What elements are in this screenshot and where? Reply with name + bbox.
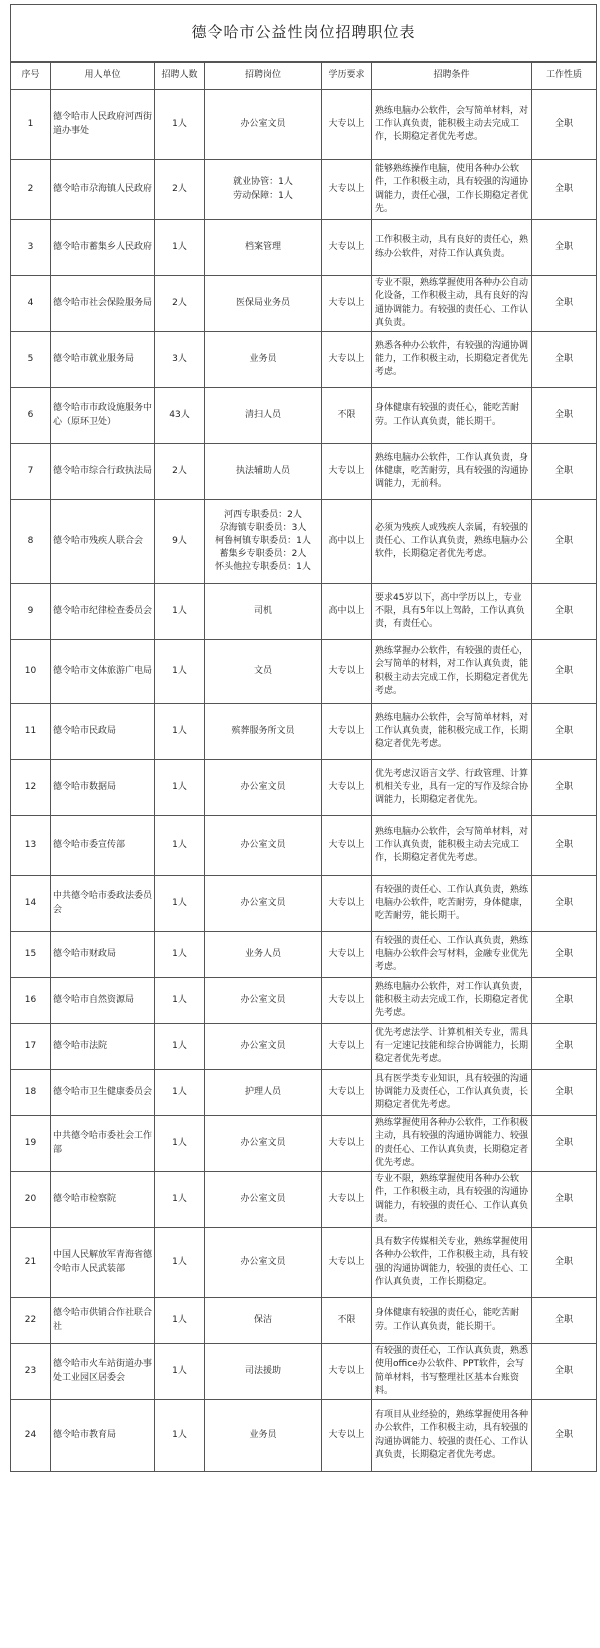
post-item: 护理人员 (244, 1086, 281, 1097)
posts-cell (205, 276, 322, 332)
post-item: 殡葬服务所文员 (231, 725, 295, 736)
post-item: 执法辅助人员 (235, 465, 290, 476)
education-cell: 大专以上 (322, 1344, 372, 1400)
post-item: 文员 (253, 665, 272, 676)
employer-cell: 德令哈市供销合作社联合社 (51, 1298, 155, 1344)
table-row (11, 584, 597, 640)
conditions-cell: 具有数字传媒相关专业，熟练掌握使用各种办公软件，工作积极主动，具有较强的沟通协调能力，较强的责任心、工作认真负责，工作长期稳定。 (372, 1228, 532, 1298)
headcount-cell: 1人 (155, 584, 205, 640)
employer-cell: 德令哈市财政局 (51, 932, 155, 978)
job-nature-cell: 全职 (532, 388, 597, 444)
posts-cell (205, 932, 322, 978)
post-item: 办公室文员 (240, 1040, 286, 1051)
job-nature-cell: 全职 (532, 332, 597, 388)
row-number: 14 (11, 876, 51, 932)
education-cell: 大专以上 (322, 1400, 372, 1472)
row-number: 15 (11, 932, 51, 978)
posts-cell (205, 1228, 322, 1298)
post-item: 业务人员 (244, 948, 281, 959)
conditions-cell: 专业不限，熟练掌握使用各种办公软件，工作积极主动，具有较强的沟通协调能力，有较强的责任心、工作认真负责。 (372, 1172, 532, 1228)
row-number: 23 (11, 1344, 51, 1400)
conditions-cell: 能够熟练操作电脑，使用各种办公软件，工作积极主动，具有较强的沟通协调能力，责任心强，工作长期稳定者优先。 (372, 160, 532, 220)
row-number: 18 (11, 1070, 51, 1116)
education-cell: 大专以上 (322, 1228, 372, 1298)
table-row (11, 160, 597, 220)
document-page (10, 4, 596, 1472)
post-item: 办公室文员 (240, 118, 286, 129)
row-number: 2 (11, 160, 51, 220)
post-item: 业务员 (249, 1429, 277, 1440)
table-row (11, 1228, 597, 1298)
table-row (11, 90, 597, 160)
education-cell: 大专以上 (322, 1024, 372, 1070)
table-row (11, 388, 597, 444)
headcount-cell: 1人 (155, 816, 205, 876)
posts-cell (205, 1116, 322, 1172)
employer-cell: 德令哈市尕海镇人民政府 (51, 160, 155, 220)
job-nature-cell: 全职 (532, 978, 597, 1024)
headcount-cell: 2人 (155, 160, 205, 220)
conditions-cell: 有较强的责任心、工作认真负责，熟练电脑办公软件，吃苦耐劳，身体健康，吃苦耐劳，能长期干。 (372, 876, 532, 932)
employer-cell: 中共德令哈市委政法委员会 (51, 876, 155, 932)
post-item: 办公室文员 (240, 1137, 286, 1148)
education-cell: 大专以上 (322, 90, 372, 160)
conditions-cell: 有较强的责任心、工作认真负责，熟练电脑办公软件会写材料，金融专业优先考虑。 (372, 932, 532, 978)
table-row (11, 1400, 597, 1472)
post-item: 办公室文员 (240, 839, 286, 850)
post-item: 办公室文员 (240, 994, 286, 1005)
headcount-cell: 1人 (155, 1172, 205, 1228)
page-title: 德令哈市公益性岗位招聘职位表 (11, 5, 597, 63)
conditions-cell: 熟练电脑办公软件，会写简单材料，对工作认真负责，能积极主动去完成工作，长期稳定者优先考虑。 (372, 90, 532, 160)
posts-cell (205, 876, 322, 932)
table-row (11, 704, 597, 760)
row-number: 9 (11, 584, 51, 640)
row-number: 7 (11, 444, 51, 500)
table-row (11, 1070, 597, 1116)
table-row (11, 816, 597, 876)
headcount-cell: 1人 (155, 1070, 205, 1116)
row-number: 13 (11, 816, 51, 876)
table-row (11, 876, 597, 932)
posts-cell (205, 444, 322, 500)
row-number: 6 (11, 388, 51, 444)
table-row (11, 1298, 597, 1344)
conditions-cell: 必须为残疾人或残疾人亲属，有较强的责任心、工作认真负责，熟练电脑办公软件，长期稳定者优先考虑。 (372, 500, 532, 584)
education-cell: 大专以上 (322, 444, 372, 500)
table-row (11, 1344, 597, 1400)
posts-cell (205, 160, 322, 220)
employer-cell: 德令哈市就业服务局 (51, 332, 155, 388)
column-header: 招聘岗位 (205, 62, 322, 90)
job-nature-cell: 全职 (532, 160, 597, 220)
conditions-cell: 熟练电脑办公软件，工作认真负责，身体健康，吃苦耐劳，具有较强的沟通协调能力，无前科。 (372, 444, 532, 500)
posts-cell (205, 1024, 322, 1070)
job-nature-cell: 全职 (532, 760, 597, 816)
conditions-cell: 熟悉各种办公软件，有较强的沟通协调能力，工作积极主动，长期稳定者优先考虑。 (372, 332, 532, 388)
row-number: 17 (11, 1024, 51, 1070)
posts-cell (205, 978, 322, 1024)
row-number: 8 (11, 500, 51, 584)
posts-cell (205, 760, 322, 816)
employer-cell: 德令哈市社会保险服务局 (51, 276, 155, 332)
education-cell: 大专以上 (322, 640, 372, 704)
employer-cell: 德令哈市数据局 (51, 760, 155, 816)
headcount-cell: 1人 (155, 1024, 205, 1070)
post-item: 河西专职委员：2人 (224, 509, 302, 520)
education-cell: 不限 (322, 1298, 372, 1344)
employer-cell: 德令哈市人民政府河西街道办事处 (51, 90, 155, 160)
table-row (11, 220, 597, 276)
headcount-cell: 1人 (155, 220, 205, 276)
headcount-cell: 1人 (155, 640, 205, 704)
education-cell: 大专以上 (322, 220, 372, 276)
table-row (11, 444, 597, 500)
post-item: 尕海镇专职委员：3人 (219, 522, 307, 533)
headcount-cell: 1人 (155, 760, 205, 816)
row-number: 10 (11, 640, 51, 704)
post-item: 医保局业务员 (235, 297, 290, 308)
headcount-cell: 1人 (155, 876, 205, 932)
post-item: 劳动保障：1人 (233, 190, 293, 201)
row-number: 19 (11, 1116, 51, 1172)
posts-cell (205, 1344, 322, 1400)
post-item: 办公室文员 (240, 1193, 286, 1204)
post-item: 就业协管：1人 (233, 177, 293, 188)
table-row (11, 276, 597, 332)
headcount-cell: 1人 (155, 978, 205, 1024)
row-number: 12 (11, 760, 51, 816)
conditions-cell: 身体健康有较强的责任心，能吃苦耐劳。工作认真负责，能长期干。 (372, 388, 532, 444)
conditions-cell: 身体健康有较强的责任心，能吃苦耐劳。工作认真负责，能长期干。 (372, 1298, 532, 1344)
post-item: 保洁 (253, 1314, 272, 1325)
posts-cell (205, 1070, 322, 1116)
education-cell: 不限 (322, 388, 372, 444)
column-header: 招聘条件 (372, 62, 532, 90)
job-nature-cell: 全职 (532, 220, 597, 276)
education-cell: 高中以上 (322, 584, 372, 640)
posts-cell (205, 90, 322, 160)
column-header: 招聘人数 (155, 62, 205, 90)
table-row (11, 932, 597, 978)
post-item: 档案管理 (244, 241, 281, 252)
employer-cell: 德令哈市综合行政执法局 (51, 444, 155, 500)
headcount-cell: 1人 (155, 1400, 205, 1472)
posts-cell (205, 500, 322, 584)
education-cell: 大专以上 (322, 276, 372, 332)
post-item: 蓄集乡专职委员：2人 (219, 549, 307, 560)
posts-cell (205, 584, 322, 640)
conditions-cell: 有项目从业经验的，熟练掌握使用各种办公软件，工作积极主动，具有较强的沟通协调能力、较强的责任心、工作认真负责，长期稳定者优先考虑。 (372, 1400, 532, 1472)
headcount-cell: 1人 (155, 90, 205, 160)
row-number: 11 (11, 704, 51, 760)
job-nature-cell: 全职 (532, 1344, 597, 1400)
employer-cell: 德令哈市民政局 (51, 704, 155, 760)
table-row (11, 640, 597, 704)
conditions-cell: 有较强的责任心，工作认真负责，熟悉使用office办公软件、PPT软件，会写简单材料，书写整理社区基本台账资料。 (372, 1344, 532, 1400)
conditions-cell: 熟练电脑办公软件，会写简单材料，对工作认真负责，能积极完成工作，长期稳定者优先考虑。 (372, 704, 532, 760)
post-item: 办公室文员 (240, 1256, 286, 1267)
post-item: 办公室文员 (240, 897, 286, 908)
row-number: 16 (11, 978, 51, 1024)
job-nature-cell: 全职 (532, 584, 597, 640)
employer-cell: 德令哈市教育局 (51, 1400, 155, 1472)
column-header: 用人单位 (51, 62, 155, 90)
headcount-cell: 43人 (155, 388, 205, 444)
row-number: 1 (11, 90, 51, 160)
headcount-cell: 1人 (155, 704, 205, 760)
row-number: 21 (11, 1228, 51, 1298)
table-row (11, 1172, 597, 1228)
table-row (11, 332, 597, 388)
headcount-cell: 1人 (155, 1298, 205, 1344)
conditions-cell: 熟练电脑办公软件，对工作认真负责，能积极主动去完成工作，长期稳定者优先考虑。 (372, 978, 532, 1024)
post-item: 司机 (253, 605, 272, 616)
job-nature-cell: 全职 (532, 1172, 597, 1228)
education-cell: 大专以上 (322, 1172, 372, 1228)
row-number: 4 (11, 276, 51, 332)
employer-cell: 德令哈市火车站街道办事处工业园区居委会 (51, 1344, 155, 1400)
conditions-cell: 熟练掌握办公软件，有较强的责任心，会写简单的材料，对工作认真负责，能积极主动去完成工作，长期稳定者优先考虑。 (372, 640, 532, 704)
post-item: 司法援助 (244, 1365, 281, 1376)
table-row (11, 1024, 597, 1070)
conditions-cell: 优先考虑汉语言文学、行政管理、计算机相关专业，具有一定的写作及综合协调能力，长期稳定者优先。 (372, 760, 532, 816)
conditions-cell: 优先考虑法学、计算机相关专业，需具有一定速记技能和综合协调能力，长期稳定者优先考虑。 (372, 1024, 532, 1070)
job-nature-cell: 全职 (532, 704, 597, 760)
posts-cell (205, 640, 322, 704)
employer-cell: 德令哈市卫生健康委员会 (51, 1070, 155, 1116)
job-nature-cell: 全职 (532, 876, 597, 932)
job-nature-cell: 全职 (532, 932, 597, 978)
posts-cell (205, 704, 322, 760)
job-nature-cell: 全职 (532, 1070, 597, 1116)
row-number: 3 (11, 220, 51, 276)
education-cell: 大专以上 (322, 932, 372, 978)
column-header: 序号 (11, 62, 51, 90)
conditions-cell: 具有医学类专业知识，具有较强的沟通协调能力及责任心，工作认真负责，长期稳定者优先考虑。 (372, 1070, 532, 1116)
headcount-cell: 1人 (155, 932, 205, 978)
conditions-cell: 熟练电脑办公软件，会写简单材料，对工作认真负责，能积极主动去完成工作，长期稳定者优先考虑。 (372, 816, 532, 876)
education-cell: 大专以上 (322, 978, 372, 1024)
post-item: 怀头他拉专职委员：1人 (215, 562, 311, 573)
table-header-row (11, 62, 597, 90)
headcount-cell: 1人 (155, 1228, 205, 1298)
employer-cell: 德令哈市法院 (51, 1024, 155, 1070)
education-cell: 高中以上 (322, 500, 372, 584)
conditions-cell: 要求45岁以下，高中学历以上，专业不限，具有5年以上驾龄，工作认真负责，有责任心。 (372, 584, 532, 640)
employer-cell: 德令哈市自然资源局 (51, 978, 155, 1024)
row-number: 5 (11, 332, 51, 388)
employer-cell: 德令哈市残疾人联合会 (51, 500, 155, 584)
conditions-cell: 工作积极主动，具有良好的责任心，熟练办公软件，对待工作认真负责。 (372, 220, 532, 276)
job-nature-cell: 全职 (532, 1228, 597, 1298)
education-cell: 大专以上 (322, 760, 372, 816)
column-header: 工作性质 (532, 62, 597, 90)
posts-cell (205, 220, 322, 276)
headcount-cell: 1人 (155, 1116, 205, 1172)
education-cell: 大专以上 (322, 816, 372, 876)
posts-cell (205, 332, 322, 388)
education-cell: 大专以上 (322, 876, 372, 932)
conditions-cell: 熟练掌握使用各种办公软件，工作积极主动，具有较强的沟通协调能力、较强的责任心、工作认真负责，长期稳定者优先考虑。 (372, 1116, 532, 1172)
row-number: 24 (11, 1400, 51, 1472)
employer-cell: 德令哈市市政设施服务中心（原环卫处） (51, 388, 155, 444)
education-cell: 大专以上 (322, 704, 372, 760)
posts-cell (205, 1400, 322, 1472)
posts-cell (205, 1172, 322, 1228)
employer-cell: 德令哈市检察院 (51, 1172, 155, 1228)
conditions-cell: 专业不限，熟练掌握使用各种办公自动化设备，工作积极主动，具有良好的沟通协调能力。有较强的责任心、工作认真负责。 (372, 276, 532, 332)
job-nature-cell: 全职 (532, 1116, 597, 1172)
posts-cell (205, 388, 322, 444)
headcount-cell: 3人 (155, 332, 205, 388)
job-nature-cell: 全职 (532, 444, 597, 500)
table-row (11, 1116, 597, 1172)
employer-cell: 中共德令哈市委社会工作部 (51, 1116, 155, 1172)
job-nature-cell: 全职 (532, 1024, 597, 1070)
education-cell: 大专以上 (322, 1070, 372, 1116)
employer-cell: 德令哈市纪律检查委员会 (51, 584, 155, 640)
post-item: 业务员 (249, 353, 277, 364)
headcount-cell: 2人 (155, 444, 205, 500)
job-nature-cell: 全职 (532, 1298, 597, 1344)
row-number: 20 (11, 1172, 51, 1228)
job-nature-cell: 全职 (532, 276, 597, 332)
employer-cell: 德令哈市文体旅游广电局 (51, 640, 155, 704)
posts-cell (205, 1298, 322, 1344)
education-cell: 大专以上 (322, 1116, 372, 1172)
recruitment-table (10, 4, 597, 1472)
education-cell: 大专以上 (322, 160, 372, 220)
posts-cell (205, 816, 322, 876)
employer-cell: 中国人民解放军青海省德令哈市人民武装部 (51, 1228, 155, 1298)
headcount-cell: 1人 (155, 1344, 205, 1400)
row-number: 22 (11, 1298, 51, 1344)
headcount-cell: 2人 (155, 276, 205, 332)
headcount-cell: 9人 (155, 500, 205, 584)
job-nature-cell: 全职 (532, 640, 597, 704)
job-nature-cell: 全职 (532, 816, 597, 876)
job-nature-cell: 全职 (532, 500, 597, 584)
post-item: 清扫人员 (244, 409, 281, 420)
employer-cell: 德令哈市委宣传部 (51, 816, 155, 876)
job-nature-cell: 全职 (532, 1400, 597, 1472)
table-row (11, 978, 597, 1024)
table-row (11, 500, 597, 584)
column-header: 学历要求 (322, 62, 372, 90)
employer-cell: 德令哈市蓄集乡人民政府 (51, 220, 155, 276)
post-item: 办公室文员 (240, 781, 286, 792)
job-nature-cell: 全职 (532, 90, 597, 160)
post-item: 柯鲁柯镇专职委员：1人 (215, 535, 311, 546)
table-row (11, 760, 597, 816)
education-cell: 大专以上 (322, 332, 372, 388)
